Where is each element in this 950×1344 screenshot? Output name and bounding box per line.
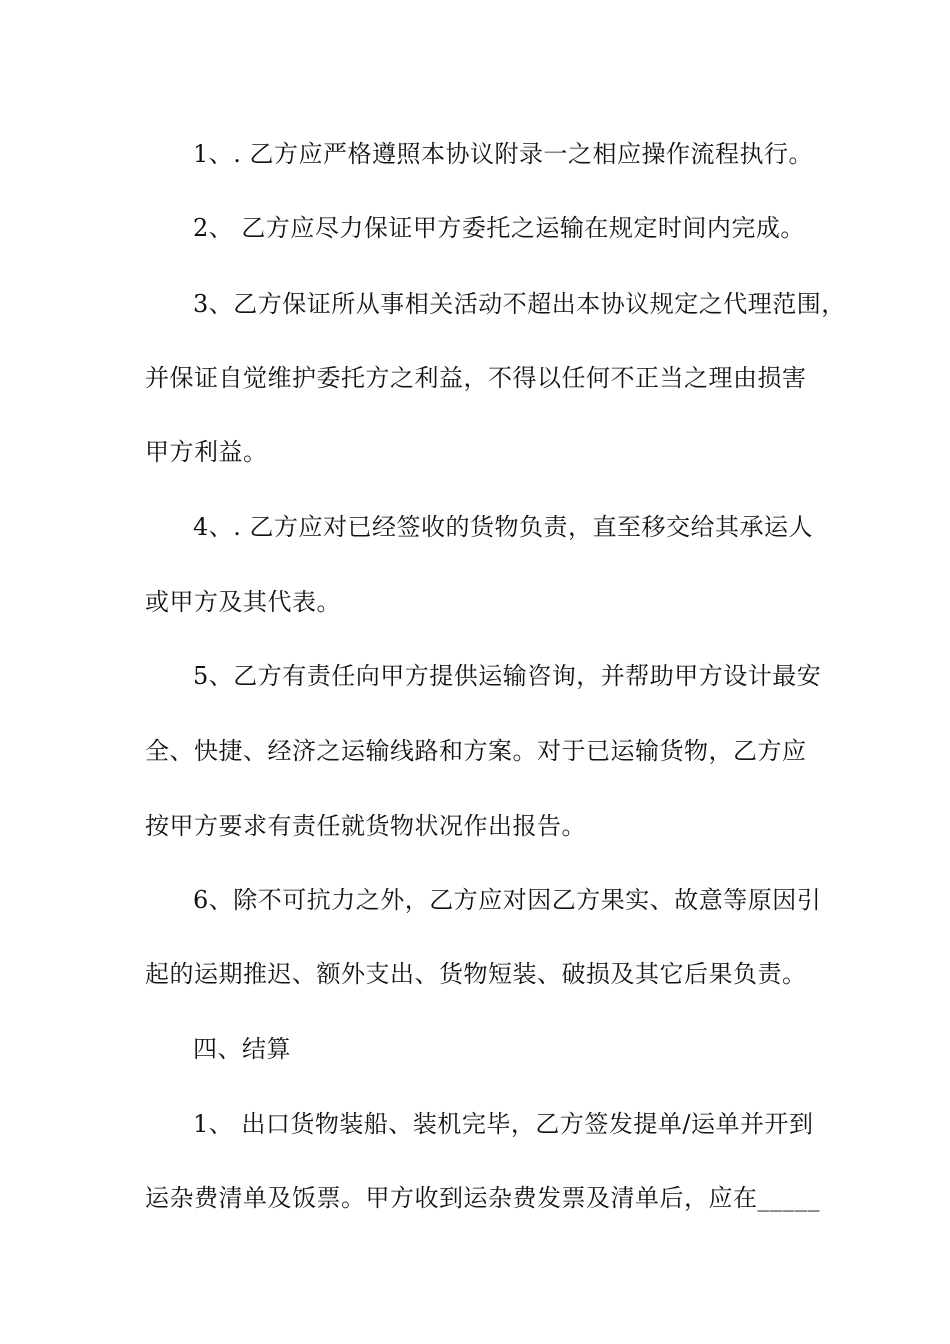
- clause-3-5-line-2: 全、快捷、经济之运输线路和方案。对于已运输货物，乙方应: [145, 737, 807, 765]
- clause-4-1-line-1: 1、 出口货物装船、装机完毕，乙方签发提单/运单并开到: [193, 1110, 814, 1138]
- clause-3-3-line-2: 并保证自觉维护委托方之利益，不得以任何不正当之理由损害: [145, 364, 807, 392]
- clause-3-2: 2、 乙方应尽力保证甲方委托之运输在规定时间内完成。: [193, 214, 805, 242]
- clause-3-4-line-2: 或甲方及其代表。: [145, 588, 341, 616]
- clause-3-6-line-2: 起的运期推迟、额外支出、货物短装、破损及其它后果负责。: [145, 960, 807, 988]
- clause-3-3-line-1: 3、乙方保证所从事相关活动不超出本协议规定之代理范围，: [193, 290, 846, 318]
- clause-3-1: 1、. 乙方应严格遵照本协议附录一之相应操作流程执行。: [193, 140, 814, 168]
- clause-3-3-line-3: 甲方利益。: [145, 438, 268, 466]
- section-heading-settlement: 四、结算: [193, 1035, 291, 1063]
- clause-3-4-line-1: 4、. 乙方应对已经签收的货物负责，直至移交给其承运人: [193, 513, 814, 541]
- clause-3-5-line-3: 按甲方要求有责任就货物状况作出报告。: [145, 812, 586, 840]
- clause-4-1-line-2: 运杂费清单及饭票。甲方收到运杂费发票及清单后，应在_____: [145, 1184, 820, 1212]
- clause-3-5-line-1: 5、乙方有责任向甲方提供运输咨询，并帮助甲方设计最安: [193, 662, 822, 690]
- clause-3-6-line-1: 6、除不可抗力之外，乙方应对因乙方果实、故意等原因引: [193, 886, 822, 914]
